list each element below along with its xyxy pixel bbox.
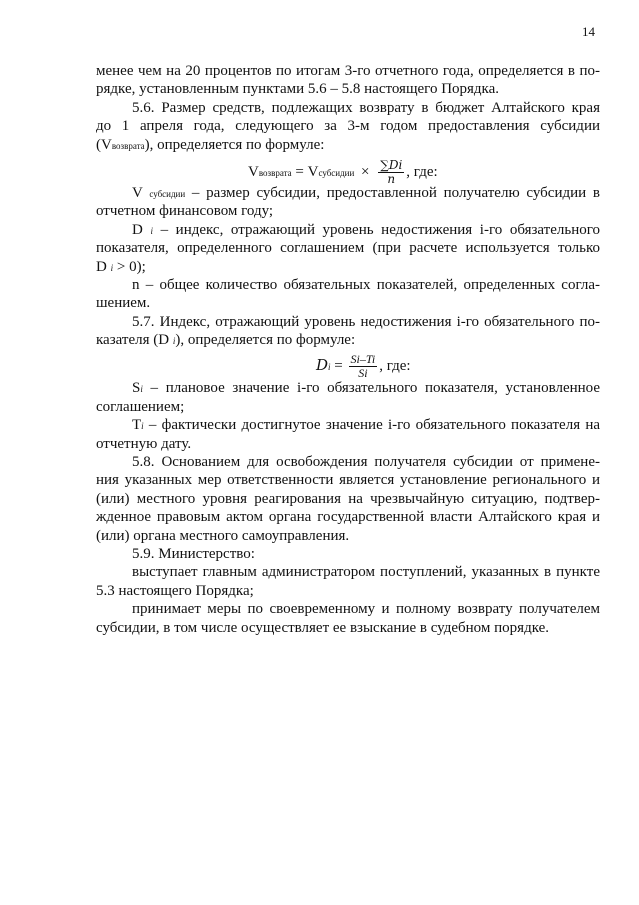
text-line: жденное правовым актом органа государственной власти Алтайского края и	[96, 509, 600, 526]
text-fragment: – индекс, отражающий уровень недостижения i-го обязательного	[160, 221, 601, 238]
text-line	[96, 416, 600, 434]
formula-equals: =	[330, 358, 343, 375]
text-fragment: – фактически достигнутое значение i-го обязательного показателя на	[148, 417, 601, 434]
text-fragment: ), определяется по формуле:	[175, 332, 356, 349]
text-line: 5.3 настоящего Порядка;	[96, 582, 254, 599]
formula-index	[96, 349, 600, 379]
text-line: выступает главным администратором поступлений, указанных в пункте	[132, 564, 600, 581]
formula-symbol: V	[248, 163, 259, 180]
text-fragment: – размер субсидии, предоставленной получателю субсидии в	[191, 184, 600, 201]
text-line: соглашением;	[96, 398, 185, 415]
text-line: ния указанных мер ответственности является установление регионального и	[96, 472, 600, 489]
symbol-v: V	[132, 184, 143, 201]
page-number: 14	[582, 24, 595, 39]
text-line	[96, 379, 600, 397]
fraction-denominator: n	[387, 171, 396, 186]
text-line: отчетном финансовом году;	[96, 203, 274, 220]
text-line: показателя, определенного соглашением (при расчете используется только	[96, 240, 600, 257]
text-line: менее чем на 20 процентов по итогам 3-го отчетного года, определяется в по-	[96, 63, 600, 79]
text-fragment: ), определяется по формуле:	[144, 136, 325, 153]
subscript: i	[110, 262, 114, 273]
text-line: (или) органа местного самоуправления.	[96, 527, 350, 544]
text-line	[96, 258, 600, 276]
formula-subscript: возврата	[258, 167, 292, 178]
text-line	[96, 136, 600, 154]
formula-tail: , где:	[406, 163, 438, 180]
symbol-s: S	[132, 380, 141, 397]
text-fragment: > 0);	[116, 258, 146, 275]
fraction-numerator: Si–Ti	[350, 352, 376, 367]
formula-refund	[96, 154, 600, 184]
symbol-t: T	[132, 417, 142, 434]
text-line	[96, 221, 600, 239]
formula-equals: = V	[291, 163, 319, 180]
document-body	[96, 62, 600, 637]
fraction-denominator: Si	[358, 366, 368, 381]
text-line: рядке, установленным пунктами 5.6 – 5.8 настоящего Порядка.	[96, 81, 500, 98]
symbol-d: D	[96, 258, 107, 275]
text-line: до 1 апреля года, следующего за 3-м годом предоставления субсидии	[96, 118, 600, 135]
symbol-d: D	[132, 221, 143, 238]
subscript: возврата	[111, 140, 145, 151]
text-line: субсидии, в том числе осуществляет ее взыскание в судебном порядке.	[96, 619, 550, 636]
text-line: шением.	[96, 295, 151, 312]
formula-tail: , где:	[379, 358, 411, 375]
formula-fraction	[349, 353, 378, 380]
text-line	[96, 331, 600, 349]
text-line: (или) местного уровня реагирования на чрезвычайную ситуацию, подтвер-	[96, 490, 600, 507]
formula-times: ×	[361, 163, 370, 180]
formula-symbol: D	[316, 356, 329, 375]
subscript: i	[150, 225, 153, 236]
subscript: i	[172, 336, 176, 347]
fraction-numerator: ∑Di	[380, 157, 403, 172]
text-line	[96, 184, 600, 202]
paragraph-5-6-start: 5.6. Размер средств, подлежащих возврату в бюджет Алтайского края	[132, 99, 600, 116]
subscript: субсидии	[149, 188, 186, 199]
text-fragment: казателя (D	[96, 332, 170, 349]
paragraph-5-8-start: 5.8. Основанием для освобождения получателя субсидии от примене-	[132, 454, 600, 471]
text-fragment: – плановое значение i-го обязательного показателя, установленное	[150, 380, 601, 397]
symbol-v: (V	[96, 136, 112, 153]
paragraph-5-7-start: 5.7. Индекс, отражающий уровень недостижения i-го обязательного по-	[132, 313, 600, 330]
formula-fraction	[378, 159, 404, 186]
formula-subscript: i	[328, 362, 331, 373]
text-line: отчетную дату.	[96, 435, 192, 452]
paragraph-5-9-start: 5.9. Министерство:	[132, 545, 255, 562]
subscript: i	[140, 384, 143, 395]
formula-subscript: субсидии	[318, 167, 355, 178]
text-line: принимает меры по своевременному и полному возврату получателем	[132, 601, 600, 618]
subscript: i	[141, 421, 144, 432]
text-line: n – общее количество обязательных показателей, определенных согла-	[132, 276, 600, 293]
